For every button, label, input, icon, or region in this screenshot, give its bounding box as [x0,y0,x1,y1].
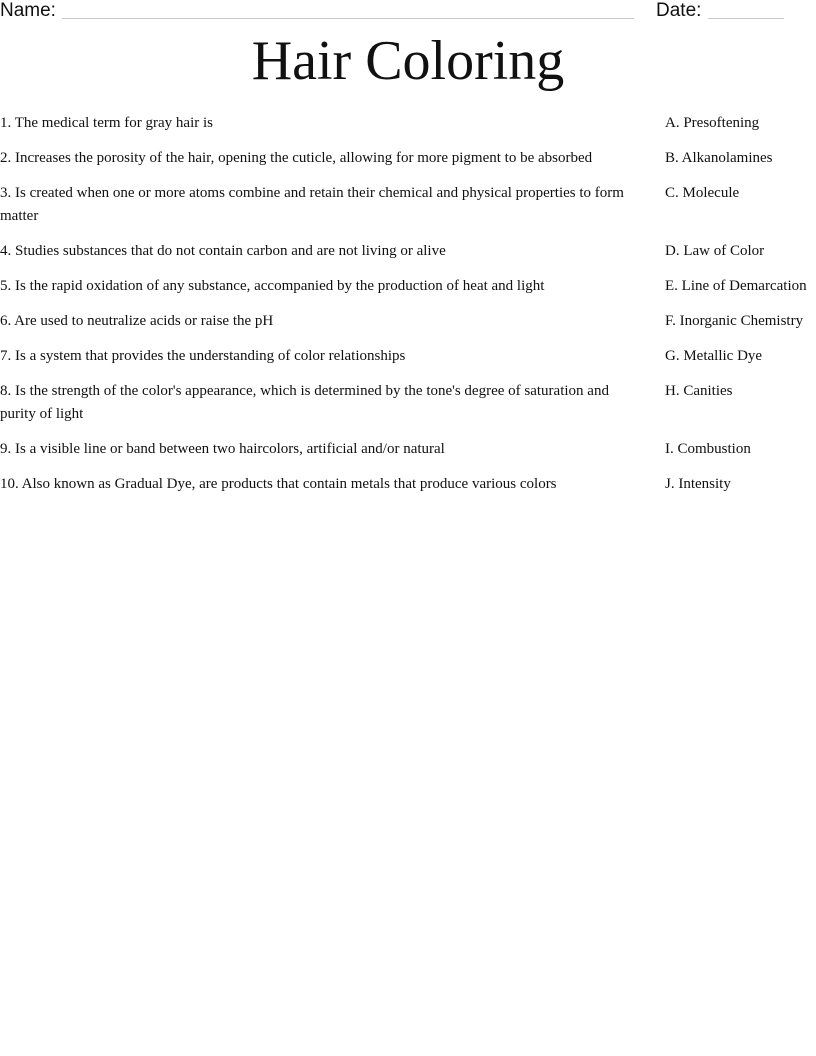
answer-item: E. Line of Demarcation [665,278,807,294]
clue-item: 2. Increases the porosity of the hair, opening the cuticle, allowing for more pigment to be absorbed [0,150,593,166]
answer-item: B. Alkanolamines [665,150,773,166]
clue-item: 6. Are used to neutralize acids or raise the pH [0,313,274,329]
answer-item: J. Intensity [665,476,731,492]
clue-item: 5. Is the rapid oxidation of any substance, accompanied by the production of heat and light [0,278,545,294]
answer-item: G. Metallic Dye [665,348,763,364]
clue-list [0,112,640,508]
clue-item: 9. Is a visible line or band between two haircolors, artificial and/or natural [0,441,445,457]
answer-item: I. Combustion [665,441,751,457]
clue-item: 7. Is a system that provides the understanding of color relationships [0,348,406,364]
clue-item: 10. Also known as Gradual Dye, are products that contain metals that produce various colors [0,476,557,492]
answer-item: A. Presoftening [665,115,760,131]
header [0,0,816,22]
page-title: Hair Coloring [251,30,565,92]
date-field[interactable] [708,0,784,19]
date-label: Date: [656,0,702,21]
answer-item: F. Inorganic Chemistry [665,313,804,329]
answer-item: H. Canities [665,383,733,399]
name-field[interactable] [62,0,634,19]
clue-item: 4. Studies substances that do not contain carbon and are not living or alive [0,243,446,259]
clue-item: 1. The medical term for gray hair is [0,115,213,131]
name-label: Name: [0,0,56,21]
clue-item: 3. Is created when one or more atoms combine and retain their chemical and physical properties to form matter [0,185,624,224]
answer-item: C. Molecule [665,185,740,201]
answer-item: D. Law of Color [665,243,765,259]
answer-list [665,112,816,508]
clue-item: 8. Is the strength of the color's appearance, which is determined by the tone's degree of saturation and purity of light [0,383,609,422]
